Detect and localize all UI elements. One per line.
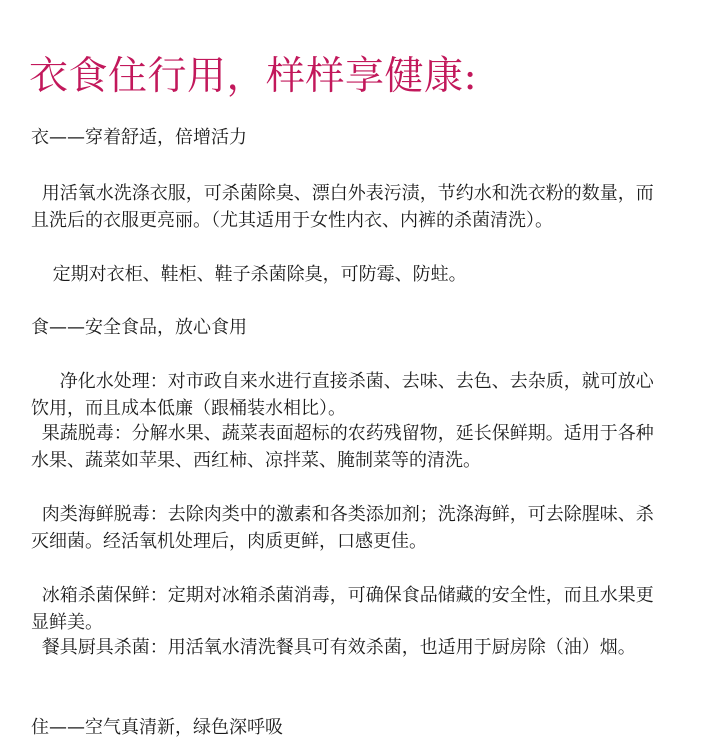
paragraph-water: 净化水处理：对市政自来水进行直接杀菌、去味、去色、去杂质，就可放心饮用，而且成本低廉（跟桶装水相比）。	[31, 371, 654, 419]
page-title: 衣食住行用，样样享健康:	[29, 54, 478, 99]
paragraph-fridge: 冰箱杀菌保鲜：定期对冰箱杀菌消毒，可确保食品储藏的安全性，而且水果更显鲜美。	[31, 585, 654, 633]
section-heading-living: 住——空气真清新，绿色深呼吸	[31, 717, 283, 738]
section-heading-clothing: 衣——穿着舒适，倍增活力	[31, 127, 247, 148]
paragraph-meat-seafood: 肉类海鲜脱毒：去除肉类中的激素和各类添加剂；洗涤海鲜，可去除腥味、杀灭细菌。经活氧机处理后，肉质更鲜，口感更佳。	[31, 504, 654, 552]
paragraph-tableware: 餐具厨具杀菌：用活氧水清洗餐具可有效杀菌，也适用于厨房除（油）烟。	[41, 637, 636, 658]
paragraph-wardrobe: 定期对衣柜、鞋柜、鞋子杀菌除臭，可防霉、防蛀。	[52, 264, 467, 285]
paragraph-fruit-veg: 果蔬脱毒：分解水果、蔬菜表面超标的农药残留物，延长保鲜期。适用于各种水果、蔬菜如苹果、西红柿、凉拌菜、腌制菜等的清洗。	[31, 423, 654, 471]
paragraph-laundry: 用活氧水洗涤衣服，可杀菌除臭、漂白外表污渍，节约水和洗衣粉的数量，而且洗后的衣服更亮丽。（尤其适用于女性内衣、内裤的杀菌清洗）。	[31, 183, 654, 231]
section-heading-food: 食——安全食品，放心食用	[31, 317, 247, 338]
